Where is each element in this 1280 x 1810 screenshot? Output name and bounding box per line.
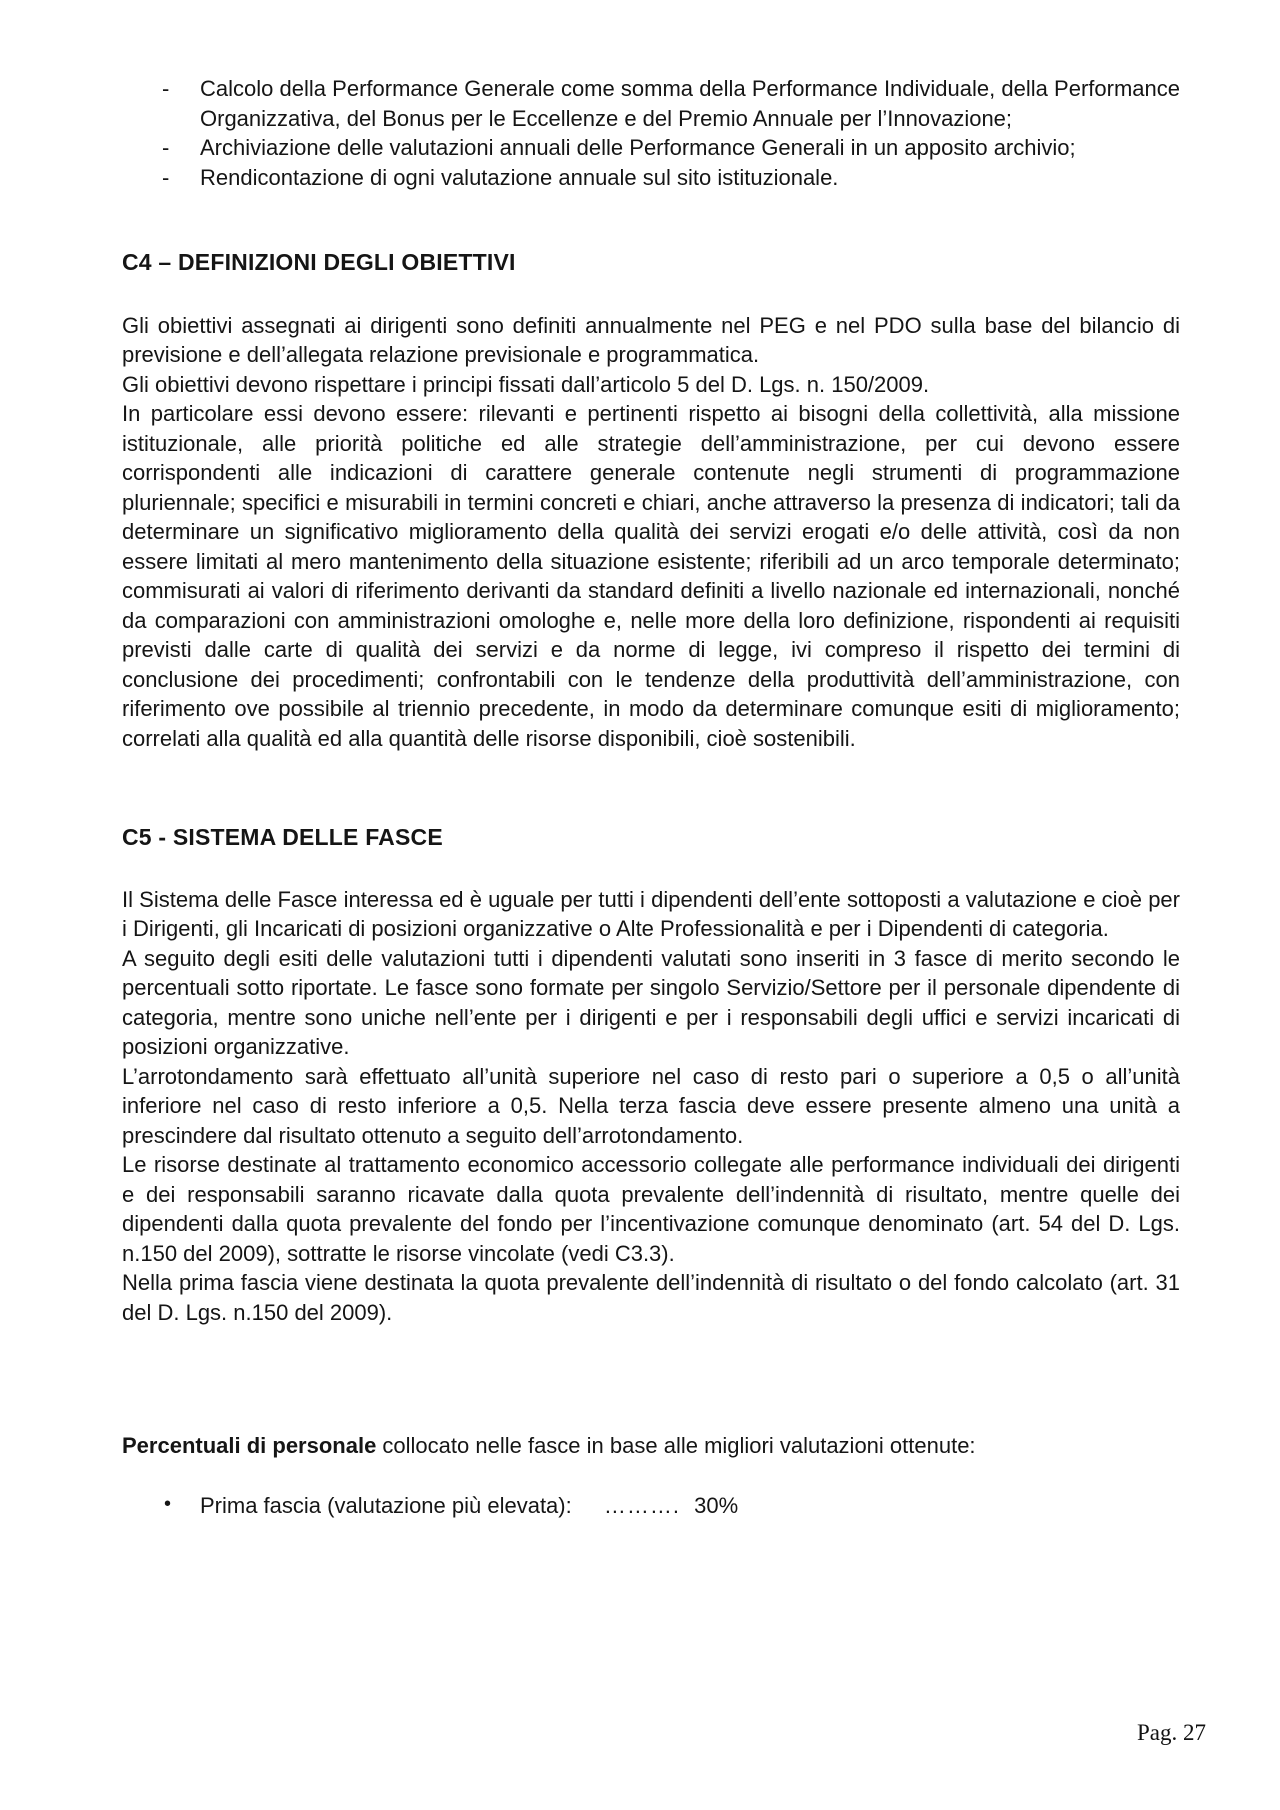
section-c5-body <box>122 885 1180 1328</box>
paragraph: Nella prima fascia viene destinata la quota prevalente dell’indennità di risultato o del fondo calcolato (art. 31 del D. Lgs. n.150 del 2009). <box>122 1270 1180 1325</box>
fasce-intro-bold: Percentuali di personale <box>122 1433 377 1458</box>
paragraph: L’arrotondamento sarà effettuato all’unità superiore nel caso di resto pari o superiore a 0,5 o all’unità inferiore nel caso di resto inferiore a 0,5. Nella terza fascia deve essere presente almeno una unità a prescindere dal risultato ottenuto a seguito dell’arrotondamento. <box>122 1063 1180 1148</box>
fascia-list-item <box>122 1491 1180 1521</box>
dash-bullet-icon: - <box>162 135 170 160</box>
fascia-dotted-leader: ………. <box>603 1492 680 1518</box>
list-item-text: Rendicontazione di ogni valutazione annuale sul sito istituzionale. <box>200 164 839 190</box>
paragraph: Le risorse destinate al trattamento economico accessorio collegate alle performance individuali dei dirigenti e dei responsabili saranno ricavate dalla quota prevalente dell’indennità di risultato, mentre quelle dei dipendenti dalla quota prevalente del fondo per l’incentivazione comunque denominato (art. 54 del D. Lgs. n.150 del 2009), sottratte le risorse vincolate (vedi C3.3). <box>122 1152 1180 1266</box>
fascia-percentage: 30% <box>694 1492 739 1518</box>
fascia-label: Prima fascia (valutazione più elevata): <box>200 1492 572 1518</box>
fasce-intro <box>122 1431 1180 1461</box>
section-c4-body <box>122 311 1180 754</box>
section-heading-c5: C5 - SISTEMA DELLE FASCE <box>122 824 443 850</box>
dash-bullet-icon: - <box>162 164 170 190</box>
page-number: Pag. 27 <box>1137 1720 1206 1745</box>
list-item <box>122 163 1180 193</box>
intro-bullet-list <box>122 74 1180 192</box>
bullet-icon: • <box>164 1492 172 1515</box>
paragraph: Gli obiettivi assegnati ai dirigenti sono definiti annualmente nel PEG e nel PDO sulla base del bilancio di previsione e dell’allegata relazione previsionale e programmatica. <box>122 312 1180 367</box>
list-item-text: Calcolo della Performance Generale come somma della Performance Individuale, della Performance Organizzativa, del Bonus per le Eccellenze e del Premio Annuale per l’Innovazione; <box>200 76 1180 131</box>
list-item <box>122 74 1180 133</box>
page-content <box>122 0 1180 1520</box>
list-item <box>122 133 1180 163</box>
paragraph: Gli obiettivi devono rispettare i principi fissati dall’articolo 5 del D. Lgs. n. 150/2009. <box>122 371 930 397</box>
paragraph: Il Sistema delle Fasce interessa ed è uguale per tutti i dipendenti dell’ente sottoposti a valutazione e cioè per i Dirigenti, gli Incaricati di posizioni organizzative o Alte Professionalità e per i Dipendenti di categoria. <box>122 886 1180 941</box>
dash-bullet-icon: - <box>162 76 170 101</box>
section-heading-c4: C4 – DEFINIZIONI DEGLI OBIETTIVI <box>122 249 516 275</box>
paragraph: In particolare essi devono essere: rilevanti e pertinenti rispetto ai bisogni della collettività, alla missione istituzionale, alle priorità politiche ed alle strategie dell’amministrazione, per cui devono essere corrispondenti alle indicazioni di carattere generale contenute negli strumenti di programmazione pluriennale; specifici e misurabili in termini concreti e chiari, anche attraverso la presenza di indicatori; tali da determinare un significativo miglioramento della qualità dei servizi erogati e/o delle attività, così da non essere limitati al mero mantenimento della situazione esistente; riferibili ad un arco temporale determinato; commisurati ai valori di riferimento derivanti da standard definiti a livello nazionale ed internazionali, nonché da comparazioni con amministrazioni omologhe e, nelle more della loro definizione, rispondenti ai requisiti previsti dalle carte di qualità dei servizi e da norme di legge, ivi compreso il rispetto dei termini di conclusione dei procedimenti; confrontabili con le tendenze della produttività dell’amministrazione, con riferimento ove possibile al triennio precedente, in modo da determinare comunque esiti di miglioramento; correlati alla qualità ed alla quantità delle risorse disponibili, cioè sostenibili. <box>122 401 1180 751</box>
paragraph: A seguito degli esiti delle valutazioni tutti i dipendenti valutati sono inseriti in 3 fasce di merito secondo le percentuali sotto riportate. Le fasce sono formate per singolo Servizio/Settore per il personale dipendente di categoria, mentre sono uniche nell’ente per i dirigenti e per i responsabili degli uffici e servizi incaricati di posizioni organizzative. <box>122 945 1180 1059</box>
list-item-text: Archiviazione delle valutazioni annuali delle Performance Generali in un apposito archivio; <box>200 135 1076 160</box>
fasce-intro-rest: collocato nelle fasce in base alle migliori valutazioni ottenute: <box>376 1433 976 1458</box>
